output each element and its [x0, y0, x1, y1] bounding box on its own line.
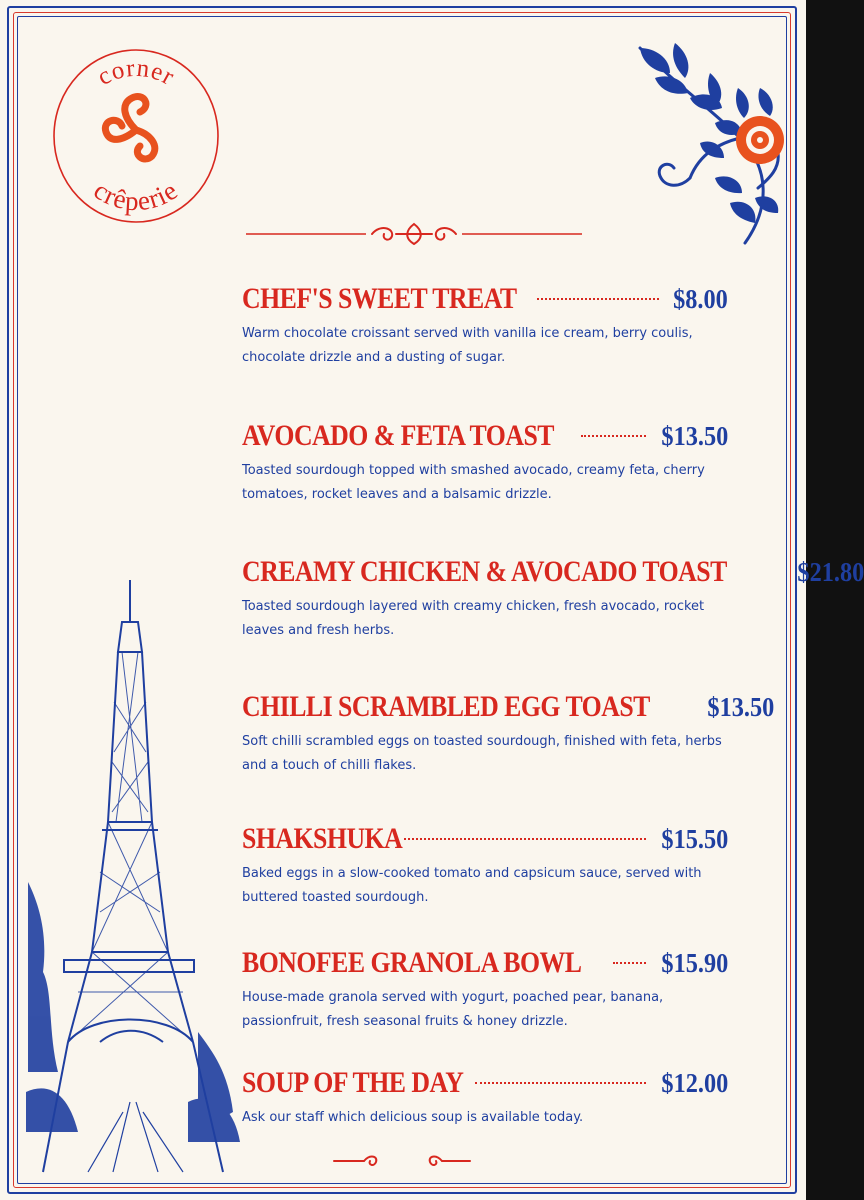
menu-item-description: Baked eggs in a slow-cooked tomato and capsicum sauce, served with buttered toasted sourdough. [242, 866, 702, 905]
svg-text:corner [93, 55, 179, 91]
menu-item [242, 1066, 728, 1130]
svg-text:crêperie [89, 175, 184, 217]
menu-item-price: $13.50 [661, 421, 728, 451]
menu-item [242, 822, 728, 910]
menu-item-header [242, 1066, 728, 1100]
dotted-leader [613, 962, 646, 964]
menu-item-name: BONOFEE GRANOLA BOWL [242, 946, 582, 979]
triskele-icon [105, 97, 154, 159]
menu-item-header [242, 419, 728, 453]
menu-item-header [242, 946, 728, 980]
menu-item-header [242, 822, 728, 856]
logo-top-text: corner [93, 54, 180, 91]
menu-item [242, 419, 728, 507]
menu-item-description: Toasted sourdough layered with creamy chicken, fresh avocado, rocket leaves and fresh herbs. [242, 599, 705, 638]
dotted-leader [475, 1082, 645, 1084]
menu-item-description: Toasted sourdough topped with smashed avocado, creamy feta, cherry tomatoes, rocket leaves and a balsamic drizzle. [242, 463, 705, 502]
menu-item-description: Soft chilli scrambled eggs on toasted sourdough, finished with feta, herbs and a touch of chilli flakes. [242, 734, 722, 773]
menu-item-price: $15.90 [661, 948, 728, 978]
menu-item-description: Ask our staff which delicious soup is available today. [242, 1110, 584, 1125]
menu-item [242, 282, 728, 370]
menu-item [242, 946, 728, 1034]
menu-item-name: CHEF'S SWEET TREAT [242, 282, 517, 315]
menu-item-price: $12.00 [661, 1068, 728, 1098]
menu-item-price: $8.00 [673, 284, 728, 314]
menu-item-price: $13.50 [707, 692, 775, 722]
menu-item-header [242, 555, 864, 589]
menu-item-header [242, 282, 728, 316]
menu-item-name: SHAKSHUKA [242, 822, 403, 855]
menu-item [242, 555, 864, 643]
menu-item-header [242, 690, 775, 724]
dotted-leader [404, 838, 645, 840]
bottom-ornament-icon [330, 1150, 475, 1172]
menu-item-price: $15.50 [661, 824, 728, 854]
divider-ornament-icon [246, 218, 582, 250]
logo [52, 48, 220, 224]
menu-item-description: House-made granola served with yogurt, poached pear, banana, passionfruit, fresh seasonal fruits & honey drizzle. [242, 990, 664, 1029]
menu-item-name: CREAMY CHICKEN & AVOCADO TOAST [242, 555, 727, 588]
dotted-leader [537, 298, 659, 300]
menu-item [242, 690, 775, 778]
menu-item-name: AVOCADO & FETA TOAST [242, 419, 554, 452]
menu-item-description: Warm chocolate croissant served with vanilla ice cream, berry coulis, chocolate drizzle and a dusting of sugar. [242, 326, 693, 365]
menu-item-name: SOUP OF THE DAY [242, 1066, 464, 1099]
logo-bottom-text: crêperie [88, 174, 184, 217]
menu-item-name: CHILLI SCRAMBLED EGG TOAST [242, 690, 650, 723]
menu-item-price: $21.80 [797, 557, 864, 587]
dotted-leader [581, 435, 646, 437]
eiffel-tower-illustration [18, 572, 248, 1178]
floral-ornament-icon [620, 28, 790, 253]
